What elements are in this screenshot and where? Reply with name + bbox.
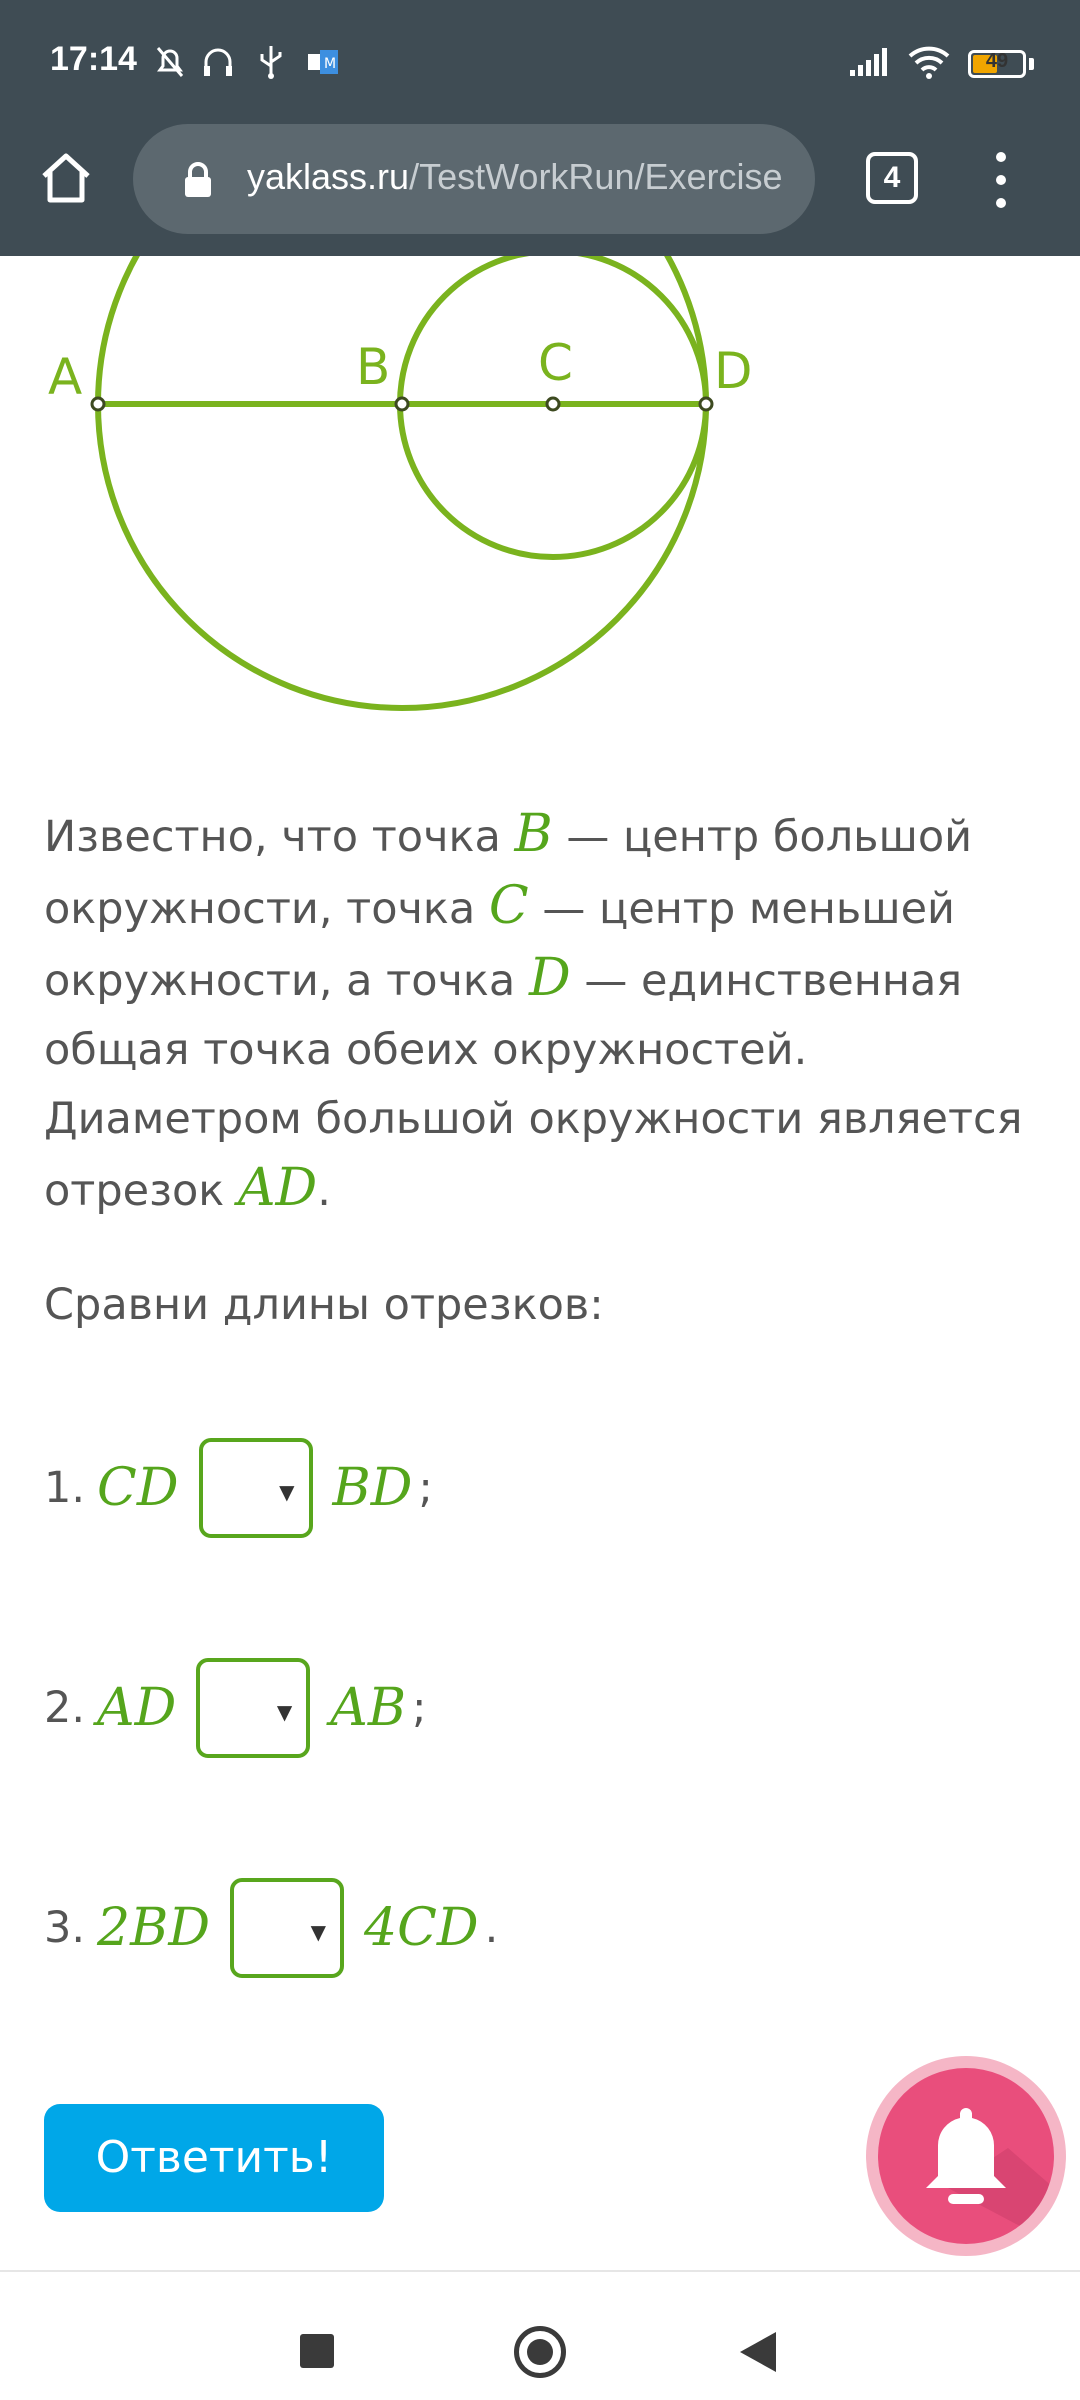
dropdown-caret-icon: ▼ xyxy=(276,1700,293,1724)
task-text: — центр меньшей окружности, а точка xyxy=(44,884,956,1006)
task-description xyxy=(44,800,1034,1226)
question-1 xyxy=(44,1436,433,1540)
label-b: B xyxy=(356,338,391,396)
math-segment-ad: AD xyxy=(237,1158,318,1218)
signal-icon xyxy=(848,44,890,78)
battery-percent: 49 xyxy=(985,50,1009,72)
task-text: . xyxy=(317,1166,331,1216)
question-end: ; xyxy=(412,1683,427,1733)
overflow-menu-icon[interactable] xyxy=(982,150,1022,210)
comparison-select-3[interactable] xyxy=(230,1878,344,1978)
wifi-icon xyxy=(906,44,952,80)
bell-icon xyxy=(878,2068,1054,2244)
recents-icon[interactable] xyxy=(300,2334,334,2368)
tab-switcher-button[interactable]: 4 xyxy=(866,152,918,204)
label-d: D xyxy=(714,342,753,400)
point-a xyxy=(92,398,104,410)
mute-bell-icon xyxy=(152,44,188,80)
question-number: 2. xyxy=(44,1683,86,1733)
question-2 xyxy=(44,1656,427,1760)
question-number: 1. xyxy=(44,1463,86,1513)
circles-figure xyxy=(0,180,800,740)
task-text: — единственная общая точка обеих окружностей. xyxy=(44,956,963,1075)
point-c xyxy=(547,398,559,410)
url-path: /TestWorkRun/Exercise xyxy=(409,156,783,197)
comparison-select-1[interactable] xyxy=(199,1438,313,1538)
figure-drawing xyxy=(98,180,706,708)
dropdown-caret-icon: ▼ xyxy=(310,1920,327,1944)
svg-text:M: M xyxy=(324,56,337,72)
comparison-select-2[interactable] xyxy=(196,1658,310,1758)
large-circle xyxy=(98,180,706,708)
question-left-term: CD xyxy=(97,1458,179,1518)
question-left-term: 2BD xyxy=(97,1898,211,1958)
math-point-d: D xyxy=(528,948,571,1008)
notification-bell-button[interactable] xyxy=(878,2068,1054,2244)
compare-prompt: Сравни длины отрезков: xyxy=(44,1280,604,1330)
submit-answer-button[interactable]: Ответить! xyxy=(44,2104,384,2212)
point-b xyxy=(396,398,408,410)
task-text: Известно, что точка xyxy=(44,812,501,862)
status-time: 17:14 xyxy=(50,40,137,78)
headphones-icon xyxy=(200,44,236,80)
math-point-c: C xyxy=(488,876,529,936)
url-domain: yaklass.ru xyxy=(247,156,410,197)
label-c: C xyxy=(538,334,573,392)
question-end: ; xyxy=(418,1463,433,1513)
question-right-term: AB xyxy=(330,1678,407,1738)
task-text: — центр большой окружности, точка xyxy=(44,812,973,934)
system-nav-bar xyxy=(0,2270,1080,2400)
point-d xyxy=(700,398,712,410)
back-icon[interactable] xyxy=(740,2332,776,2372)
question-right-term: BD xyxy=(332,1458,413,1518)
status-bar xyxy=(0,0,1080,120)
battery-icon xyxy=(968,50,1026,78)
task-text: Диаметром большой окружности является отрезок xyxy=(44,1094,1023,1216)
label-a: A xyxy=(48,348,83,406)
browser-chrome xyxy=(0,0,1080,256)
battery-nub xyxy=(1029,58,1034,70)
lock-icon xyxy=(181,160,215,200)
app-notification-icon xyxy=(306,44,340,78)
home-icon[interactable] xyxy=(38,150,94,206)
dropdown-caret-icon: ▼ xyxy=(279,1480,295,1504)
question-right-term: 4CD xyxy=(364,1898,479,1958)
usb-icon xyxy=(256,44,286,80)
address-bar[interactable] xyxy=(133,124,815,234)
math-point-b: B xyxy=(514,804,553,864)
question-left-term: AD xyxy=(97,1678,177,1738)
home-nav-icon[interactable] xyxy=(514,2326,566,2378)
question-end: . xyxy=(484,1903,499,1953)
question-3 xyxy=(44,1876,498,1980)
question-number: 3. xyxy=(44,1903,86,1953)
url-text xyxy=(247,156,783,198)
